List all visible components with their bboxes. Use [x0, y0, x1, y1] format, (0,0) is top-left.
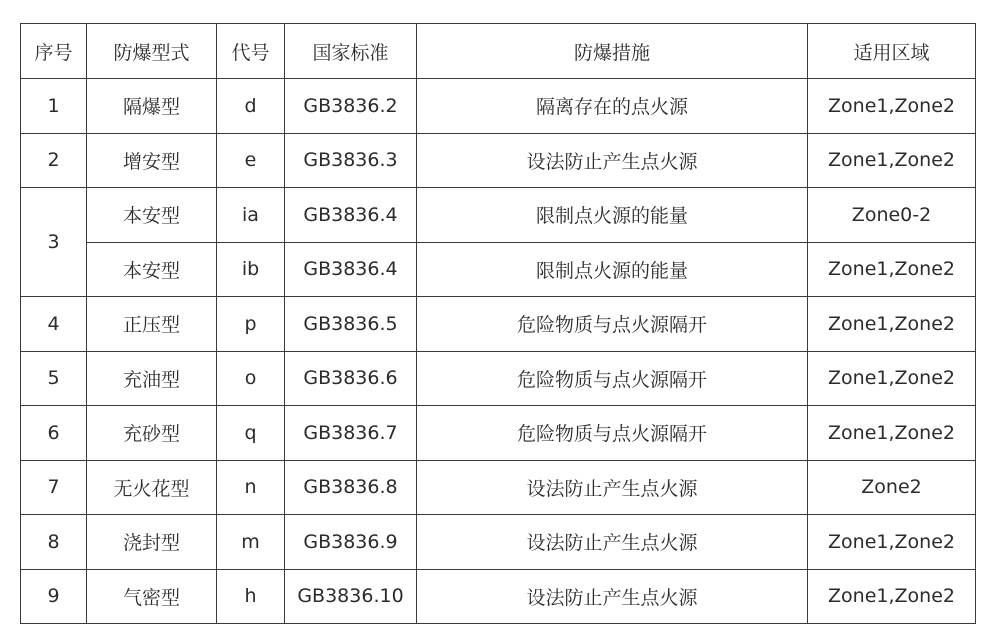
cell-national-standard: GB3836.4: [285, 242, 417, 297]
cell-serial-number: 3: [21, 188, 87, 297]
cell-applicable-zone: Zone1,Zone2: [808, 79, 976, 134]
cell-protection-measure: 危险物质与点火源隔开: [417, 297, 808, 352]
cell-protection-type: 浇封型: [87, 515, 217, 570]
cell-protection-type: 本安型: [87, 242, 217, 297]
table-row: [21, 460, 976, 515]
cell-applicable-zone: Zone0-2: [808, 188, 976, 243]
cell-national-standard: GB3836.2: [285, 79, 417, 134]
cell-protection-measure: 危险物质与点火源隔开: [417, 351, 808, 406]
cell-protection-type: 隔爆型: [87, 79, 217, 134]
cell-code: d: [217, 79, 285, 134]
header-protection-measure: 防爆措施: [417, 24, 808, 79]
table-row: [21, 569, 976, 624]
cell-protection-type: 无火花型: [87, 460, 217, 515]
cell-applicable-zone: Zone2: [808, 460, 976, 515]
table-row: [21, 406, 976, 461]
cell-national-standard: GB3836.7: [285, 406, 417, 461]
table-row: [21, 79, 976, 134]
cell-protection-measure: 限制点火源的能量: [417, 188, 808, 243]
header-code: 代号: [217, 24, 285, 79]
cell-protection-type: 增安型: [87, 133, 217, 188]
cell-code: n: [217, 460, 285, 515]
cell-serial-number: 9: [21, 569, 87, 624]
cell-national-standard: GB3836.9: [285, 515, 417, 570]
table-row: [21, 133, 976, 188]
cell-serial-number: 7: [21, 460, 87, 515]
table-header-row: [21, 24, 976, 79]
table-row: [21, 515, 976, 570]
cell-serial-number: 5: [21, 351, 87, 406]
cell-national-standard: GB3836.6: [285, 351, 417, 406]
header-national-standard: 国家标准: [285, 24, 417, 79]
cell-protection-measure: 危险物质与点火源隔开: [417, 406, 808, 461]
cell-applicable-zone: Zone1,Zone2: [808, 515, 976, 570]
cell-code: q: [217, 406, 285, 461]
cell-national-standard: GB3836.10: [285, 569, 417, 624]
cell-serial-number: 8: [21, 515, 87, 570]
cell-protection-measure: 限制点火源的能量: [417, 242, 808, 297]
cell-protection-measure: 设法防止产生点火源: [417, 133, 808, 188]
cell-serial-number: 1: [21, 79, 87, 134]
table-row: [21, 297, 976, 352]
cell-code: e: [217, 133, 285, 188]
cell-applicable-zone: Zone1,Zone2: [808, 351, 976, 406]
cell-serial-number: 4: [21, 297, 87, 352]
cell-national-standard: GB3836.5: [285, 297, 417, 352]
cell-applicable-zone: Zone1,Zone2: [808, 569, 976, 624]
cell-code: p: [217, 297, 285, 352]
cell-national-standard: GB3836.4: [285, 188, 417, 243]
cell-applicable-zone: Zone1,Zone2: [808, 297, 976, 352]
cell-applicable-zone: Zone1,Zone2: [808, 133, 976, 188]
table-row: [21, 242, 976, 297]
cell-code: ia: [217, 188, 285, 243]
header-protection-type: 防爆型式: [87, 24, 217, 79]
cell-protection-type: 本安型: [87, 188, 217, 243]
cell-protection-measure: 隔离存在的点火源: [417, 79, 808, 134]
table-row: [21, 351, 976, 406]
cell-protection-measure: 设法防止产生点火源: [417, 515, 808, 570]
cell-national-standard: GB3836.8: [285, 460, 417, 515]
cell-code: ib: [217, 242, 285, 297]
cell-protection-measure: 设法防止产生点火源: [417, 569, 808, 624]
cell-protection-measure: 设法防止产生点火源: [417, 460, 808, 515]
explosion-proof-table: [20, 23, 976, 624]
cell-applicable-zone: Zone1,Zone2: [808, 242, 976, 297]
header-applicable-zone: 适用区域: [808, 24, 976, 79]
cell-code: m: [217, 515, 285, 570]
header-serial-number: 序号: [21, 24, 87, 79]
cell-serial-number: 2: [21, 133, 87, 188]
cell-code: h: [217, 569, 285, 624]
cell-protection-type: 正压型: [87, 297, 217, 352]
cell-national-standard: GB3836.3: [285, 133, 417, 188]
cell-protection-type: 气密型: [87, 569, 217, 624]
cell-applicable-zone: Zone1,Zone2: [808, 406, 976, 461]
cell-protection-type: 充油型: [87, 351, 217, 406]
cell-code: o: [217, 351, 285, 406]
explosion-proof-table-container: [20, 23, 976, 624]
table-row: [21, 188, 976, 243]
cell-protection-type: 充砂型: [87, 406, 217, 461]
cell-serial-number: 6: [21, 406, 87, 461]
